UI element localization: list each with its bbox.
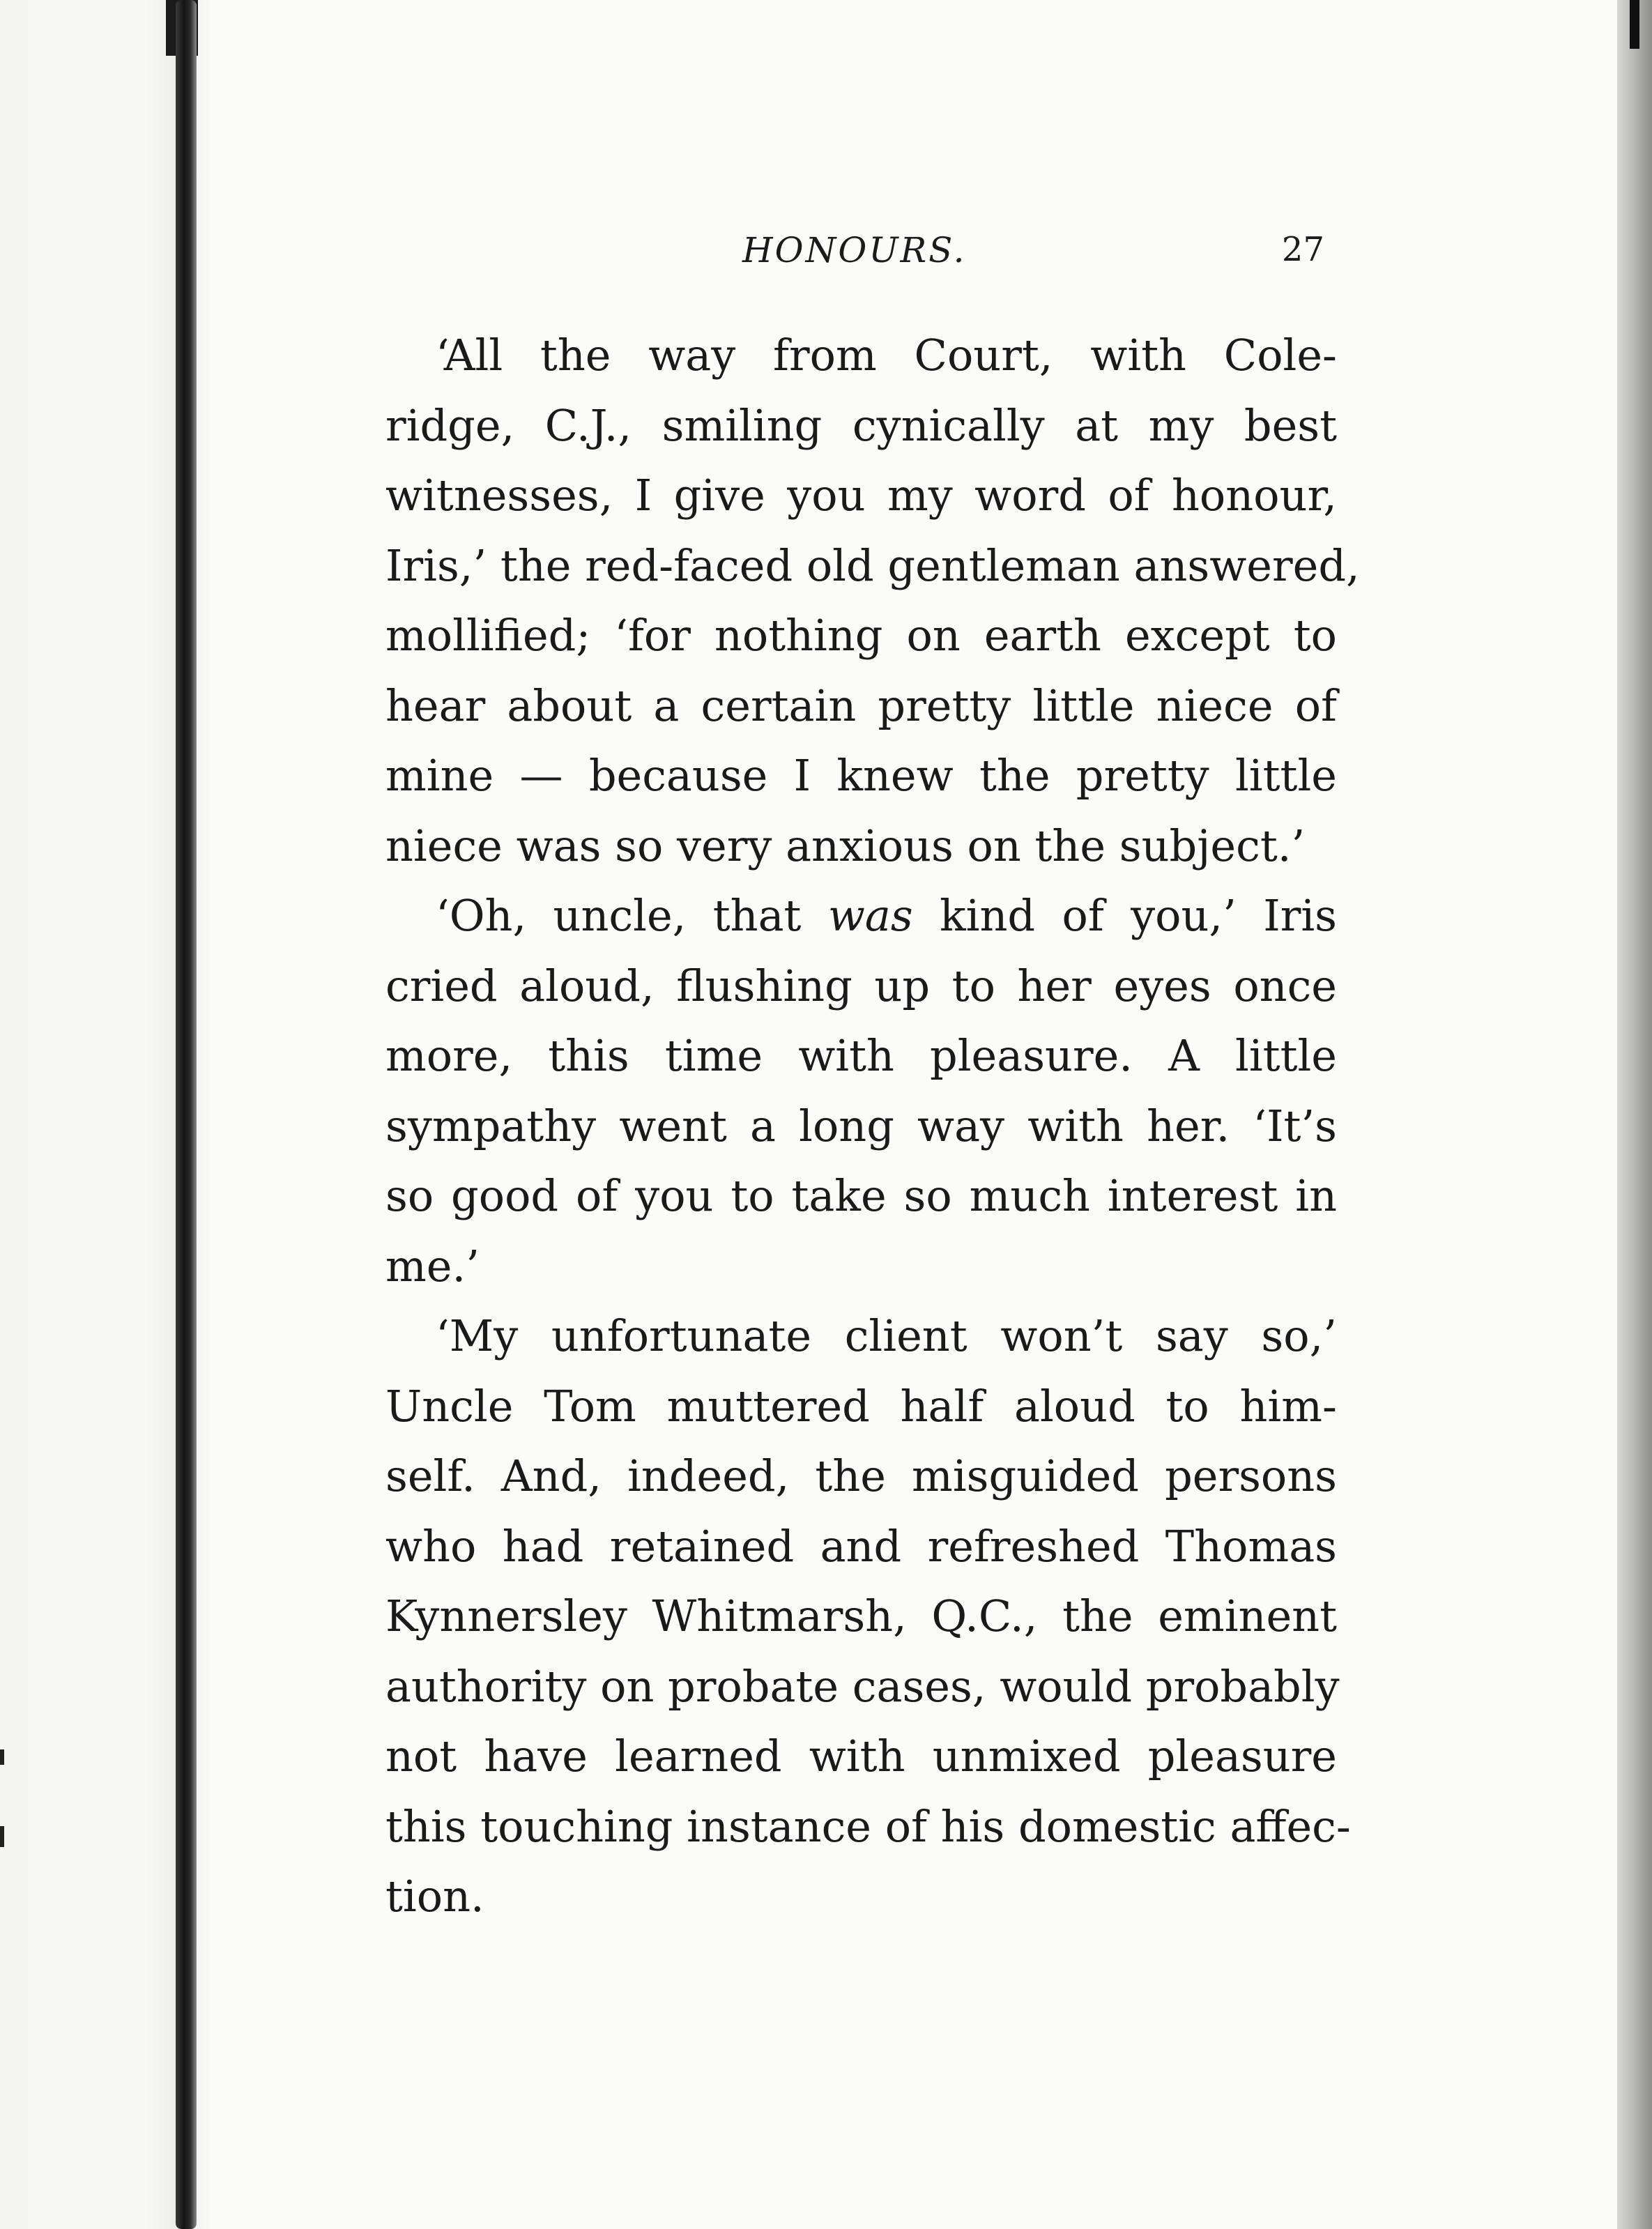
text-line: Iris,’ the red-faced old gentleman answered, [385, 539, 1360, 591]
text-line: ‘All the way from Court, with Cole- [436, 330, 1337, 381]
text-line: ridge, C.J., smiling cynically at my best [385, 399, 1337, 451]
text-line-with-italic [385, 881, 1337, 951]
text-line: who had retained and refreshed Thomas [385, 1520, 1337, 1572]
italic-word: was [827, 890, 913, 941]
running-head [390, 230, 1324, 279]
text-line: mine — because I knew the pretty little [385, 750, 1337, 801]
right-page-edge [1617, 0, 1652, 2229]
text-line: witnesses, I give you my word of honour, [385, 470, 1337, 521]
text-line: ‘My unfortunate client won’t say so,’ [436, 1310, 1337, 1361]
text-line: more, this time with pleasure. A little [385, 1030, 1337, 1081]
text-line: hear about a certain pretty little niece of [385, 680, 1337, 731]
page-number: 27 [1281, 230, 1324, 269]
text-line: so good of you to take so much interest in [385, 1170, 1337, 1221]
text-fragment: kind of you,’ Iris [912, 890, 1337, 941]
text-line: this touching instance of his domestic affec- [385, 1800, 1351, 1852]
text-fragment: ‘Oh, uncle, that [436, 890, 828, 941]
text-line: sympathy went a long way with her. ‘It’s [385, 1100, 1337, 1151]
right-edge-shadow-top [1630, 0, 1639, 49]
edge-mark [0, 1826, 4, 1847]
text-line: authority on probate cases, would probably [385, 1660, 1340, 1712]
text-line: me.’ [385, 1240, 480, 1292]
text-line: Kynnersley Whitmarsh, Q.C., the eminent [385, 1591, 1337, 1641]
edge-mark [0, 1749, 4, 1765]
text-line: mollified; ‘for nothing on earth except to [385, 610, 1337, 661]
body-text [385, 321, 1360, 1932]
text-line: niece was so very anxious on the subject.’ [385, 820, 1306, 871]
text-line: not have learned with unmixed pleasure [385, 1731, 1337, 1782]
text-line: tion. [385, 1871, 484, 1922]
text-line: Uncle Tom muttered half aloud to him- [385, 1380, 1337, 1432]
text-line: cried aloud, flushing up to her eyes once [385, 960, 1337, 1011]
text-line: self. And, indeed, the misguided persons [385, 1450, 1337, 1501]
running-title: HONOURS. [742, 230, 967, 270]
book-binding-edge [176, 0, 197, 2229]
